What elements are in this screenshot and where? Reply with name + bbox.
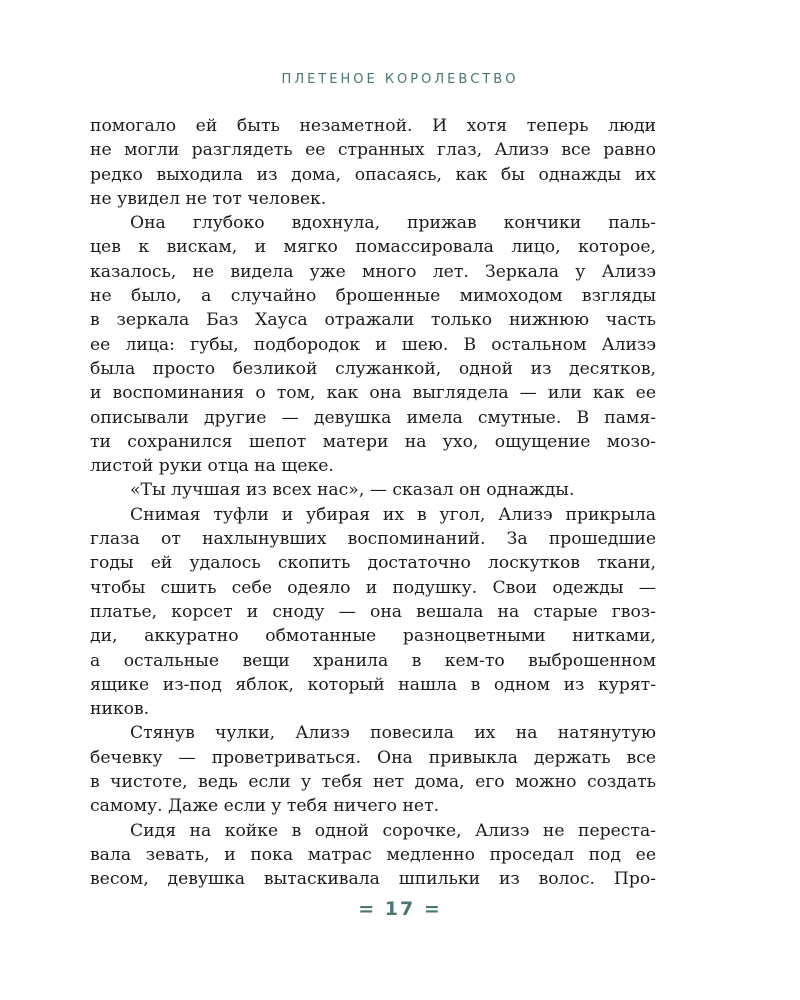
- text-line: чтобы сшить себе одеяло и подушку. Свои одежды —: [90, 577, 656, 598]
- text-line: ти сохранился шепот матери на ухо, ощущение мозо-: [90, 431, 656, 452]
- text-line: редко выходила из дома, опасаясь, как бы однажды их: [90, 164, 656, 185]
- text-line: казалось, не видела уже много лет. Зеркала у Ализэ: [90, 261, 656, 282]
- text-line: глаза от нахлынувших воспоминаний. За прошедшие: [90, 529, 656, 550]
- text-line: Снимая туфли и убирая их в угол, Ализэ прикрыла: [130, 504, 656, 525]
- text-line: цев к вискам, и мягко помассировала лицо, которое,: [90, 237, 656, 258]
- text-line: ников.: [90, 699, 150, 720]
- text-line: самому. Даже если у тебя ничего нет.: [90, 796, 440, 817]
- text-line: в чистоте, ведь если у тебя нет дома, его можно создать: [90, 772, 656, 793]
- text-line: не увидел не тот человек.: [90, 188, 327, 209]
- text-line: была просто безликой служанкой, одной из десятков,: [90, 358, 656, 379]
- body-text: [90, 114, 656, 892]
- text-line: описывали другие — девушка имела смутные. В памя-: [90, 407, 656, 428]
- text-line: листой руки отца на щеке.: [90, 456, 334, 477]
- text-line: весом, девушка вытаскивала шпильки из волос. Про-: [90, 869, 656, 890]
- text-line: платье, корсет и сноду — она вешала на старые гвоз-: [90, 601, 656, 622]
- text-line: в зеркала Баз Хауса отражали только нижнюю часть: [90, 310, 656, 331]
- text-line: Сидя на койке в одной сорочке, Ализэ не переста-: [130, 820, 656, 841]
- text-line: бечевку — проветриваться. Она привыкла держать все: [90, 747, 656, 768]
- text-line: вала зевать, и пока матрас медленно проседал под ее: [90, 844, 656, 865]
- text-line: годы ей удалось скопить достаточно лоскутков ткани,: [90, 553, 656, 574]
- text-line: ди, аккуратно обмотанные разноцветными нитками,: [90, 626, 656, 647]
- text-line: и воспоминания о том, как она выглядела — или как ее: [90, 383, 656, 404]
- running-head: ПЛЕТЕНОЕ КОРОЛЕВСТВО: [281, 72, 519, 87]
- text-line: «Ты лучшая из всех нас», — сказал он однажды.: [130, 480, 575, 501]
- text-line: не было, а случайно брошенные мимоходом взгляды: [90, 286, 656, 307]
- text-line: помогало ей быть незаметной. И хотя теперь люди: [90, 116, 656, 136]
- text-line: ее лица: губы, подбородок и шею. В остальном Ализэ: [90, 334, 656, 355]
- text-line: ящике из-под яблок, который нашла в одном из курят-: [90, 674, 656, 695]
- text-line: Стянув чулки, Ализэ повесила их на натянутую: [130, 723, 656, 744]
- page-number: = 17 =: [358, 898, 442, 920]
- text-line: Она глубоко вдохнула, прижав кончики паль-: [130, 213, 656, 234]
- text-line: а остальные вещи хранила в кем-то выброшенном: [90, 650, 656, 671]
- text-line: не могли разглядеть ее странных глаз, Ализэ все равно: [90, 140, 656, 161]
